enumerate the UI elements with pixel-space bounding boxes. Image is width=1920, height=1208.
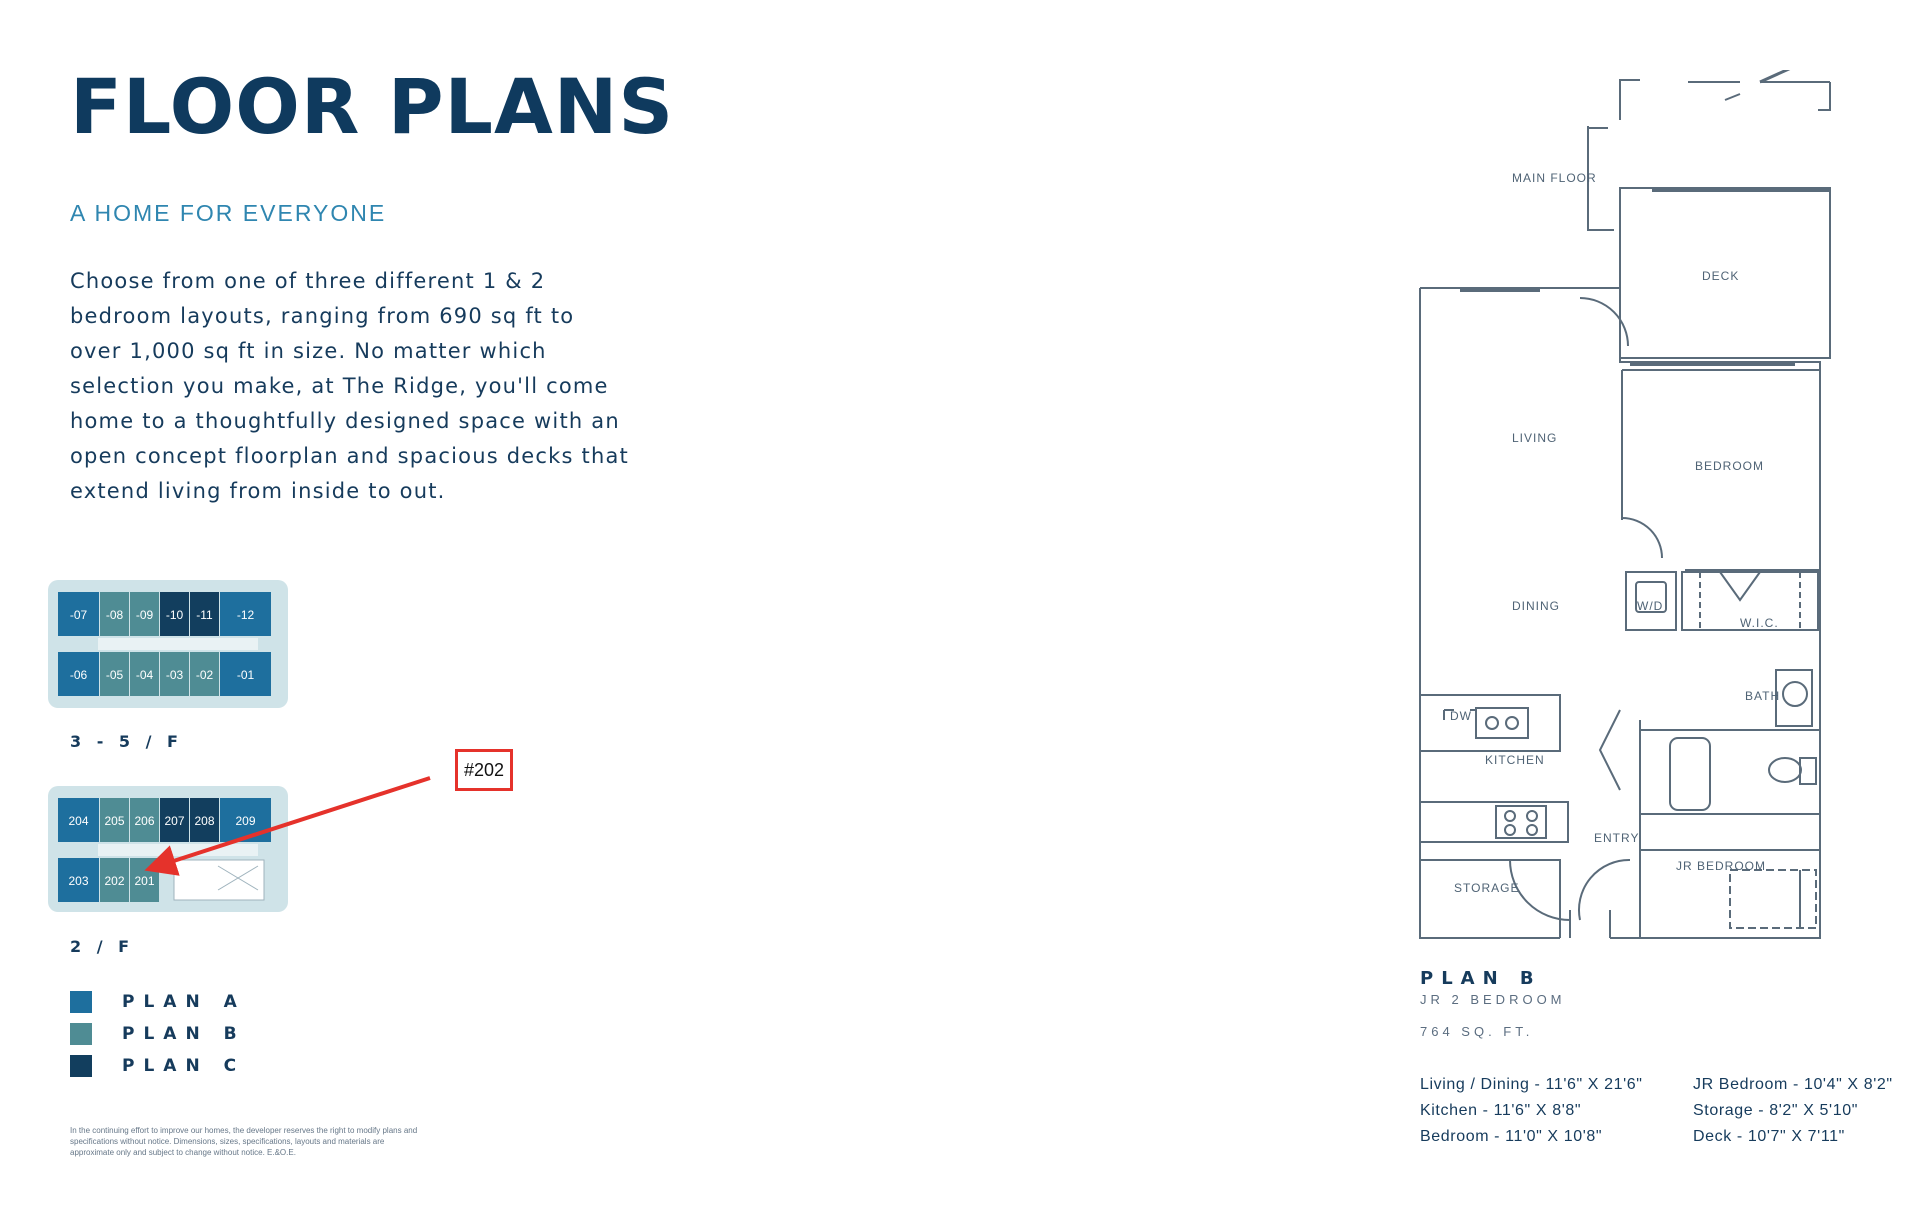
keyplan-upper-corridor: [98, 638, 258, 650]
room-label-entry: ENTRY: [1594, 831, 1640, 845]
keyplan-lower-label: 2 / F: [70, 937, 135, 956]
legend-item-plan-c: [70, 1055, 246, 1077]
legend-item-plan-b: [70, 1023, 246, 1045]
legend-label-plan-a: PLAN A: [122, 992, 246, 1012]
keyplan-unit-label: -11: [196, 608, 213, 622]
dimension-kitchen: Kitchen - 11'6" X 8'8": [1420, 1102, 1582, 1119]
keyplan-unit-label: -02: [195, 668, 214, 682]
kitchen-upper-counter: [1420, 695, 1560, 751]
dimension-jr-bedroom: JR Bedroom - 10'4" X 8'2": [1693, 1076, 1893, 1093]
keyplan-unit-label: 208: [194, 814, 215, 828]
legend-swatch-plan-b: [70, 1023, 92, 1045]
legend-label-plan-b: PLAN B: [122, 1024, 246, 1044]
room-label-deck: DECK: [1702, 269, 1740, 283]
bath: [1640, 730, 1820, 814]
room-label-bedroom: BEDROOM: [1695, 459, 1765, 473]
dimensions-left: [1420, 1072, 1720, 1150]
page-subtitle: A HOME FOR EVERYONE: [70, 200, 387, 226]
keyplan-unit-label: 209: [235, 814, 256, 828]
keyplan-unit-label: 204: [68, 814, 89, 828]
room-label-wic: W.I.C.: [1740, 616, 1779, 630]
room-label-wd: W/D: [1637, 599, 1664, 613]
callout-arrow: [120, 760, 460, 880]
page-title: FLOOR PLANS: [70, 62, 675, 151]
keyplan-unit-label: -06: [69, 668, 88, 682]
unit-callout-label: #202: [463, 759, 505, 780]
dimension-living-dining: Living / Dining - 11'6" X 21'6": [1420, 1076, 1643, 1093]
legend-swatch-plan-a: [70, 991, 92, 1013]
dimension-storage: Storage - 8'2" X 5'10": [1693, 1102, 1858, 1119]
keyplan-unit-label: -03: [165, 668, 184, 682]
unit-callout: [455, 749, 513, 791]
keyplan-unit-label: 206: [134, 814, 155, 828]
keyplan-unit-label: -10: [165, 608, 184, 622]
room-label-bath: BATH: [1745, 689, 1781, 703]
keyplan-unit-label: -07: [69, 608, 88, 622]
floorplan-drawing: [1400, 70, 1850, 950]
plan-size: 764 SQ. FT.: [1420, 1024, 1534, 1039]
dimension-bedroom: Bedroom - 11'0" X 10'8": [1420, 1128, 1603, 1145]
legend-item-plan-a: [70, 991, 246, 1013]
legend-label-plan-c: PLAN C: [122, 1056, 246, 1076]
room-label-kitchen: KITCHEN: [1485, 753, 1545, 767]
plan-name: PLAN B: [1420, 968, 1542, 989]
legend-swatch-plan-c: [70, 1055, 92, 1077]
keyplan-unit-label: 201: [134, 874, 155, 888]
keyplan-unit-label: -05: [105, 668, 124, 682]
keyplan-upper-label: 3 - 5 / F: [70, 732, 183, 751]
room-label-living: LIVING: [1512, 431, 1558, 445]
room-label-jr-bedroom: JR BEDROOM: [1676, 859, 1767, 873]
disclaimer: In the continuing effort to improve our homes, the developer reserves the right to modify plans and specifications without notice. Dimensions, sizes, specifications, layouts and materials are approximate only and subject to change without notice. E.&O.E.: [70, 1126, 418, 1157]
keyplan-unit-label: -12: [236, 608, 255, 622]
keyplan-unit-label: -08: [105, 608, 124, 622]
room-label-main-floor: MAIN FLOOR: [1512, 171, 1597, 185]
room-label-dining: DINING: [1512, 599, 1560, 613]
keyplan-unit-label: 202: [104, 874, 125, 888]
keyplan-unit-label: 203: [68, 874, 89, 888]
keyplan-unit-label: 207: [164, 814, 185, 828]
keyplan-unit-label: -01: [236, 668, 255, 682]
keyplan-unit-label: 205: [104, 814, 125, 828]
intro-paragraph: Choose from one of three different 1 & 2 bedroom layouts, ranging from 690 sq ft to over 1,000 sq ft in size. No matter which selection you make, at The Ridge, you'll come home to a thoughtfully designed space with an open concept floorplan and spacious decks that extend living from inside to out.: [70, 269, 629, 503]
storage-outline: [1420, 860, 1560, 938]
keyplan-unit-label: -09: [135, 608, 154, 622]
keyplan-unit-label: -04: [135, 668, 154, 682]
keyplan-upper: [48, 580, 293, 710]
room-label-storage: STORAGE: [1454, 881, 1520, 895]
dimensions-right: [1693, 1072, 1913, 1150]
room-label-dw: DW: [1450, 709, 1472, 723]
plan-legend: [70, 991, 246, 1077]
dimension-deck: Deck - 10'7" X 7'11": [1693, 1128, 1845, 1145]
plan-type: JR 2 BEDROOM: [1420, 992, 1566, 1007]
main-floor-indicator: [1620, 80, 1640, 120]
